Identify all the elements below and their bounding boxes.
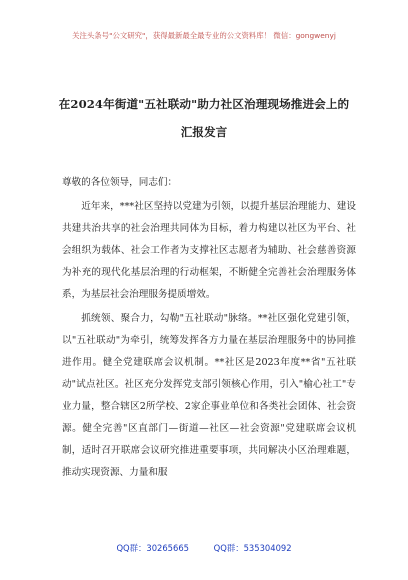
qq-group-1: QQ群：30265665 (116, 543, 189, 553)
header-banner: 关注头条号"公文研究"，获得最新最全最专业的公文资料库！ 微信：gongwenyj (72, 31, 336, 40)
paragraph: 近年来，***社区坚持以党建为引领，以提升基层治理能力、建设共建共治共享的社会治理共同体为目标，着力构建以社区为平台、社会组织为载体、社会工作者为支撑社区志愿者为辅助、社会慈善资源为补充的现代化基层治理的行动框架，不断健全完善社会治理服务体系，为基层社会治理服务提质增效。 (62, 201, 356, 300)
qq-group-2: QQ群：535304092 (213, 543, 292, 553)
document-title-continued: 汇报发言 (180, 125, 228, 139)
document-title: 在2024年街道"五社联动"助力社区治理现场推进会上的 (58, 97, 350, 111)
footer-contacts (0, 542, 408, 554)
salutation: 尊敬的各位领导，同志们： (62, 177, 178, 188)
paragraph: 抓统领、聚合力，勾勒"五社联动"脉络。**社区强化党建引领，以"五社联动"为牵引，统筹发挥各方力量在基层治理服务中的协同推进作用。健全党建联席会议机制。**社区是2023年度**省"五社联动"试点社区。社区充分发挥党支部引领核心作用，引入"榆心社工"专业力量，整合辖区2所学校、2家企事业单位和各类社会团体、社会资源。健全完善"区直部门—街道—社区—社会资源"党建联席会议机制，适时召开联席会议研究推进重要事项，共同解决小区治理难题，推动实现资源、力量和服 (62, 313, 356, 478)
document-body (62, 172, 356, 484)
